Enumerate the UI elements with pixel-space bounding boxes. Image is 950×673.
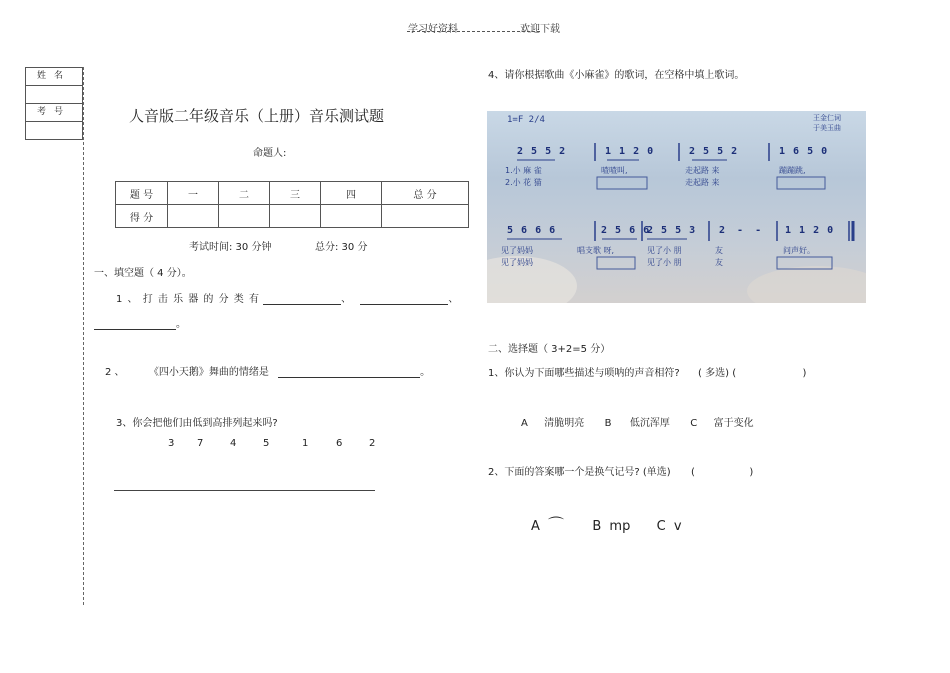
q3-number: 2 xyxy=(369,438,376,449)
q2-number: 2 、 xyxy=(105,367,125,378)
question-1-1-cont xyxy=(94,315,186,330)
photo-notes-1-3: 2 5 5 2 xyxy=(689,146,738,157)
s2q2-options xyxy=(531,512,682,535)
option-text[interactable]: 富于变化 xyxy=(713,418,754,429)
q1-blank-2[interactable] xyxy=(360,304,448,305)
photo-notes-2-3: 2 5 5 3 xyxy=(647,225,696,236)
option-letter: C xyxy=(656,519,666,534)
photo-credit-lyricist: 王金仁词 xyxy=(813,114,841,122)
score-cell[interactable] xyxy=(321,205,382,228)
score-photo xyxy=(487,111,866,303)
photo-notes-2-4: 2 - - xyxy=(719,225,762,236)
score-table xyxy=(115,181,469,228)
q3-number: 1 xyxy=(302,438,309,449)
photo-notes-2-2: 2 5 6 6 xyxy=(601,225,650,236)
photo-lyric-1b-3: 走起路 来 xyxy=(685,178,720,187)
score-header-label: 题 号 xyxy=(116,182,168,205)
score-cell[interactable] xyxy=(382,205,469,228)
breath-arc-symbol[interactable]: ⌒ xyxy=(548,515,565,534)
score-cell[interactable] xyxy=(219,205,270,228)
exam-number-label: 考号 xyxy=(26,104,82,122)
score-photo-drawing xyxy=(487,111,866,303)
option-text[interactable]: mp xyxy=(609,519,631,534)
q2-tail: 。 xyxy=(420,367,431,378)
exam-number-field[interactable] xyxy=(26,122,82,139)
section2-title: 二、选择题（ 3+2=5 分） xyxy=(488,344,611,355)
score-row-label: 得 分 xyxy=(116,205,168,228)
s2q1-type: ( 多选) ( xyxy=(698,368,737,379)
photo-key: 1=F 2/4 xyxy=(507,115,545,125)
photo-lyric-2a-5: 问声好。 xyxy=(783,246,815,255)
s2q2-open: ( xyxy=(691,467,695,478)
q3-number: 4 xyxy=(230,438,237,449)
option-text[interactable]: v xyxy=(673,519,682,534)
q1-prefix: 1 、 打 击 乐 器 的 分 类 有 xyxy=(116,294,260,305)
option-text[interactable]: 低沉浑厚 xyxy=(629,418,670,429)
photo-lyric-1a-3: 走起路 来 xyxy=(685,166,720,175)
option-letter: C xyxy=(690,418,698,429)
photo-lyric-1a-4: 蹦蹦跳, xyxy=(779,166,806,175)
score-cell[interactable] xyxy=(168,205,219,228)
option-letter: B xyxy=(592,519,602,534)
photo-lyric-2a-4: 友 xyxy=(715,246,723,255)
photo-lyric-1b-1: 2.小 花 猫 xyxy=(505,178,542,187)
question-1-2 xyxy=(105,363,430,378)
header-right: 欢迎下载 xyxy=(520,24,560,35)
q1-sep-2: 、 xyxy=(448,294,459,305)
photo-notes-2-5: 1 1 2 0 xyxy=(785,225,834,236)
photo-notes-1-2: 1 1 2 0 xyxy=(605,146,654,157)
name-field[interactable] xyxy=(26,86,82,104)
q1-blank-1[interactable] xyxy=(263,304,341,305)
exam-time: 考试时间: 30 分钟 xyxy=(189,242,272,253)
exam-total: 总分: 30 分 xyxy=(315,242,368,253)
photo-lyric-2a-2: 唱支歌 呀, xyxy=(577,246,615,255)
q1-blank-3[interactable] xyxy=(94,329,176,330)
question-4: 4、请你根据歌曲《小麻雀》的歌词，在空格中填上歌词。 xyxy=(488,70,745,81)
header-left: 学习好资料 xyxy=(408,24,458,35)
score-col-4: 四 xyxy=(321,182,382,205)
q3-answer-line[interactable] xyxy=(114,490,375,491)
option-letter: B xyxy=(604,418,612,429)
s2q1-close: ) xyxy=(802,368,807,379)
score-col-3: 三 xyxy=(270,182,321,205)
name-label: 姓名 xyxy=(26,68,82,86)
s2q1-options xyxy=(521,414,754,429)
q3-number: 7 xyxy=(197,438,204,449)
page-header xyxy=(408,20,560,35)
score-col-2: 二 xyxy=(219,182,270,205)
photo-lyric-1a-1: 1.小 麻 雀 xyxy=(505,166,542,175)
binding-line xyxy=(83,67,84,605)
setter-label: 命题人: xyxy=(253,148,287,159)
photo-lyric-2a-3: 见了小 朋 xyxy=(647,246,682,255)
option-letter: A xyxy=(521,418,528,429)
score-col-total: 总 分 xyxy=(382,182,469,205)
page-title: 人音版二年级音乐（上册）音乐测试题 xyxy=(129,107,385,125)
photo-notes-1-4: 1 6 5 0 xyxy=(779,146,828,157)
s2q1-text: 1、你认为下面哪些描述与唢呐的声音相符? xyxy=(488,368,680,379)
photo-credit-composer: 于美玉曲 xyxy=(813,124,841,132)
q3-number: 5 xyxy=(263,438,270,449)
q2-text: 《四小天鹅》舞曲的情绪是 xyxy=(148,367,269,378)
photo-notes-1-1: 2 5 5 2 xyxy=(517,146,566,157)
s2q2-text: 2、下面的答案哪一个是换气记号? (单选) xyxy=(488,467,671,478)
q2-blank[interactable] xyxy=(278,377,420,378)
header-underline xyxy=(407,31,540,32)
student-info-box xyxy=(25,67,83,140)
question-2-2 xyxy=(488,463,753,478)
q1-sep-1: 、 xyxy=(341,294,352,305)
q1-tail: 。 xyxy=(176,319,186,330)
s2q2-close: ) xyxy=(749,467,754,478)
question-2-1 xyxy=(488,364,806,379)
option-letter: A xyxy=(531,519,540,534)
score-col-1: 一 xyxy=(168,182,219,205)
q3-number: 3 xyxy=(168,438,175,449)
section1-title: 一、填空题（ 4 分）。 xyxy=(94,268,192,279)
question-1-3: 3、你会把他们由低到高排列起来吗? xyxy=(116,418,278,429)
photo-notes-2-1: 5 6 6 6 xyxy=(507,225,556,236)
option-text[interactable]: 清脆明亮 xyxy=(544,418,585,429)
score-cell[interactable] xyxy=(270,205,321,228)
photo-lyric-2b-4: 友 xyxy=(715,258,723,267)
question-1-1 xyxy=(116,290,458,305)
photo-lyric-1a-2: 喳喳叫, xyxy=(601,166,628,175)
photo-lyric-2b-1: 见了妈妈 xyxy=(501,258,533,267)
photo-lyric-2a-1: 见了妈妈 xyxy=(501,246,533,255)
q3-number: 6 xyxy=(336,438,343,449)
photo-lyric-2b-3: 见了小 朋 xyxy=(647,258,682,267)
